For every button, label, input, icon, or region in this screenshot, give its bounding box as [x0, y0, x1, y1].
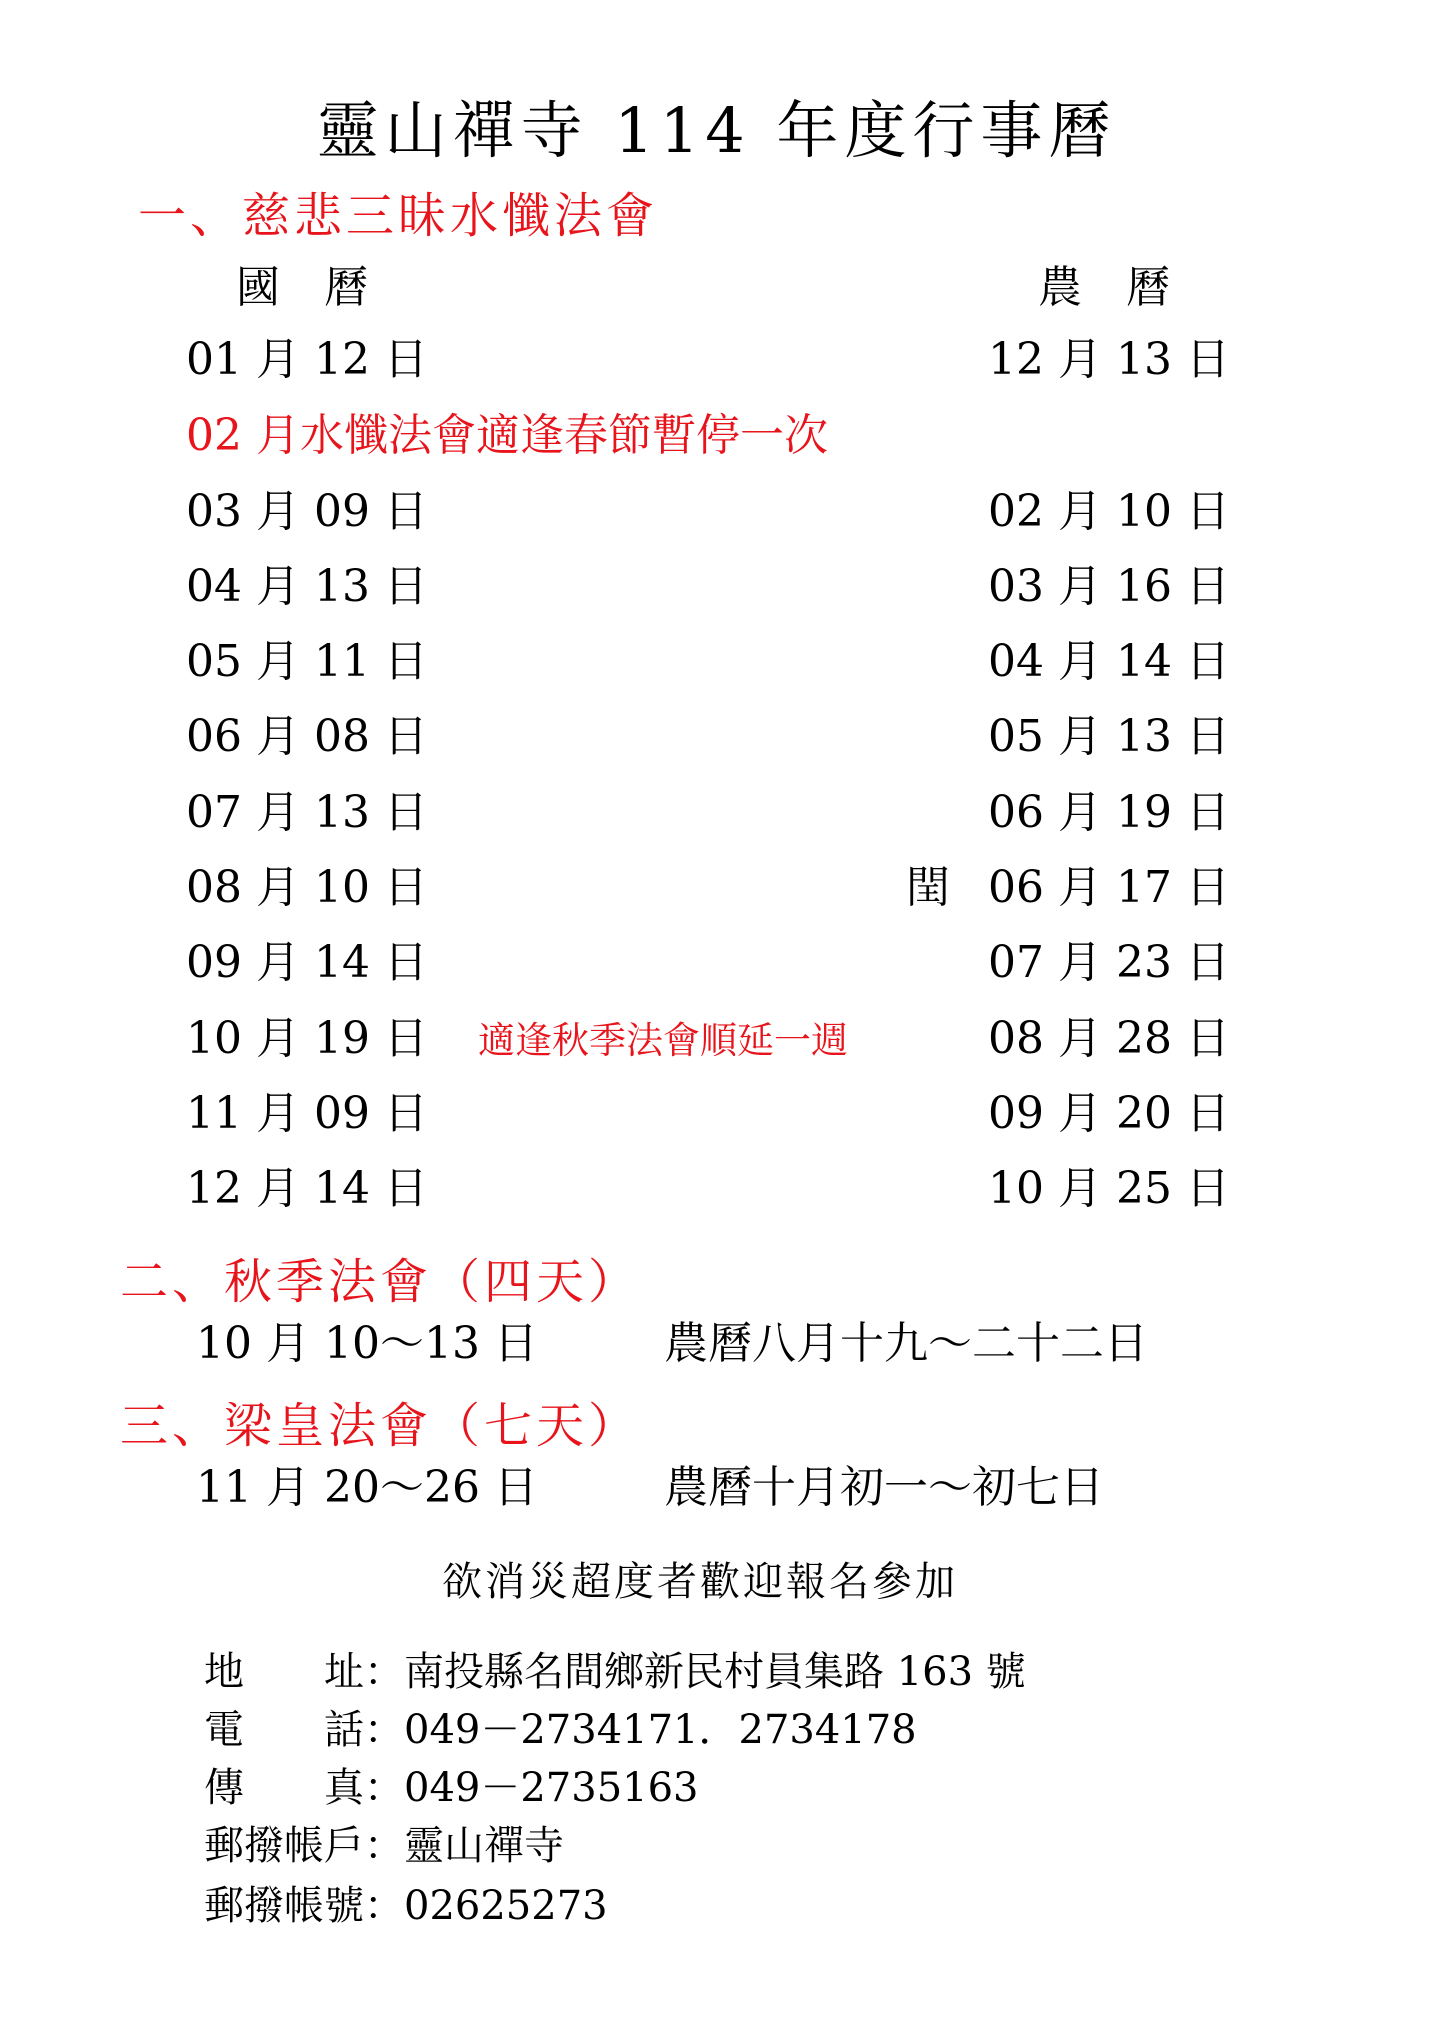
row-lunar-date: 07 月 23 日	[988, 937, 1230, 988]
row-solar-date: 06 月 08 日	[186, 711, 428, 762]
row-solar-date: 04 月 13 日	[186, 561, 428, 612]
row-lunar-date: 06 月 17 日	[988, 862, 1230, 913]
section2-heading: 二、秋季法會（四天）	[120, 1254, 641, 1310]
row-solar-date: 12 月 14 日	[186, 1163, 428, 1214]
phone-value: ：049－2734171．2734178	[364, 1707, 917, 1753]
postal-account-number-value: ：02625273	[364, 1883, 608, 1929]
row-solar-date: 10 月 19 日	[186, 1013, 428, 1064]
row-lunar-date: 10 月 25 日	[988, 1163, 1230, 1214]
fax-label: 傳 真	[204, 1765, 364, 1811]
invitation-text: 欲消災超度者歡迎報名參加	[442, 1559, 958, 1605]
postpone-note: 適逢秋季法會順延一週	[478, 1019, 848, 1062]
leap-month-marker: 閏	[906, 862, 950, 913]
postal-account-name-value: ：靈山禪寺	[364, 1823, 564, 1869]
section1-heading: 一、慈悲三昧水懺法會	[138, 188, 659, 244]
autumn-lunar-dates: 農曆八月十九～二十二日	[664, 1318, 1148, 1369]
row-solar-date: 05 月 11 日	[186, 636, 428, 687]
row-solar-date: 03 月 09 日	[186, 486, 428, 537]
row-lunar-date: 08 月 28 日	[988, 1013, 1230, 1064]
row-lunar-date: 03 月 16 日	[988, 561, 1230, 612]
liang-huang-lunar-dates: 農曆十月初一～初七日	[664, 1462, 1104, 1513]
solar-column-header: 國 曆	[236, 262, 368, 313]
row-lunar-date: 05 月 13 日	[988, 711, 1230, 762]
row-solar-date: 08 月 10 日	[186, 862, 428, 913]
row-lunar-date: 02 月 10 日	[988, 486, 1230, 537]
lunar-column-header: 農 曆	[1038, 262, 1170, 313]
row-lunar-date: 06 月 19 日	[988, 787, 1230, 838]
fax-value: ：049－2735163	[364, 1765, 699, 1811]
row-lunar-date: 09 月 20 日	[988, 1088, 1230, 1139]
page-title: 靈山禪寺 114 年度行事曆	[316, 94, 1117, 167]
address-value: ：南投縣名間鄉新民村員集路 163 號	[364, 1649, 1026, 1695]
section3-heading: 三、梁皇法會（七天）	[120, 1398, 641, 1454]
postal-account-number-label: 郵撥帳號	[204, 1883, 364, 1929]
autumn-solar-dates: 10 月 10～13 日	[196, 1318, 538, 1369]
row-solar-date: 01 月 12 日	[186, 334, 428, 385]
row-lunar-date: 04 月 14 日	[988, 636, 1230, 687]
skip-notice: 02 月水懺法會適逢春節暫停一次	[186, 410, 828, 461]
liang-huang-solar-dates: 11 月 20～26 日	[196, 1462, 538, 1513]
row-solar-date: 07 月 13 日	[186, 787, 428, 838]
row-lunar-date: 12 月 13 日	[988, 334, 1230, 385]
address-label: 地 址	[204, 1649, 364, 1695]
phone-label: 電 話	[204, 1707, 364, 1753]
row-solar-date: 09 月 14 日	[186, 937, 428, 988]
postal-account-name-label: 郵撥帳戶	[204, 1823, 364, 1869]
row-solar-date: 11 月 09 日	[186, 1088, 428, 1139]
